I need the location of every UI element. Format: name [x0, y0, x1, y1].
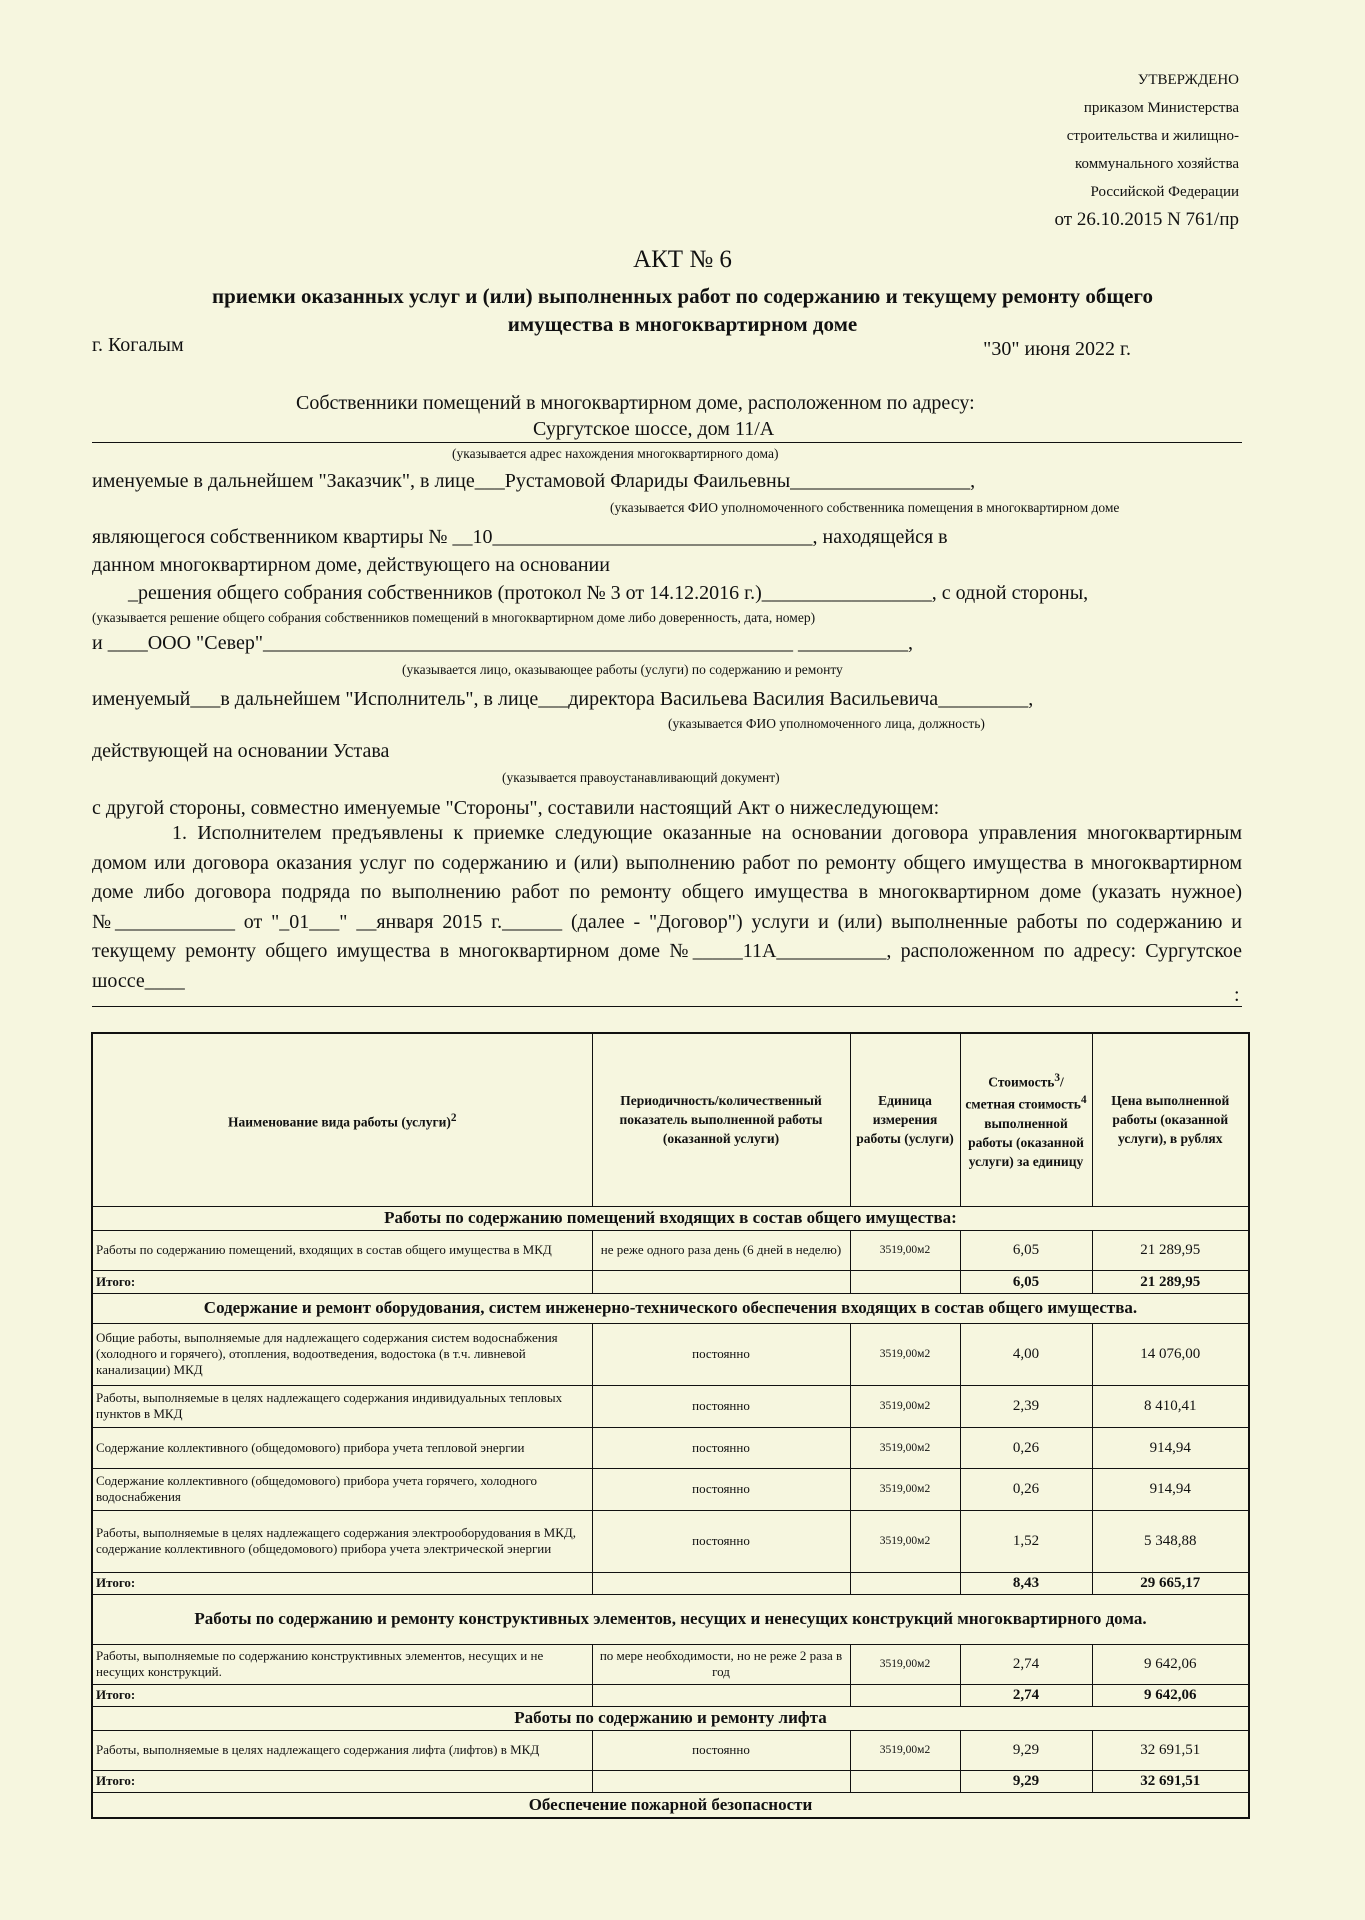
clause-1-text: 1. Исполнителем предъявлены к приемке следующие оказанные на основании договора управления многоквартирным домом или договора оказания услуг по содержанию и (или) выполнению работ по ремонту общего имущества в многоквартирном доме либо договора подряда по выполнению работ по ремонту общего имущества в многоквартирном доме (указать нужное) № [92, 822, 1242, 933]
contractor-hint: (указывается лицо, оказывающее работы (услуги) по содержанию и ремонту [402, 662, 843, 677]
colon: : [1234, 984, 1240, 1006]
customer-name: Рустамовой Флариды Фаильевны [504, 470, 791, 492]
approval-line: УТВЕРЖДЕНО [1137, 72, 1239, 88]
total-row: Итого: 9,29 32 691,51 [92, 1770, 1249, 1792]
total-row: Итого: 6,05 21 289,95 [92, 1270, 1249, 1293]
header-periodicity: Периодичность/количественный показатель выполненной работы (оказанной услуги) [592, 1033, 850, 1206]
customer-prefix: именуемые в дальнейшем "Заказчик", в лице [92, 470, 475, 492]
executor-prefix: именуемый [92, 688, 191, 710]
approval-line: строительства и жилищно- [1066, 128, 1239, 144]
table-row [92, 1230, 1249, 1270]
header-cost: Стоимость$^3$/сметная стоимость$^4$ выполненной работы (оказанной услуги) за единицу [960, 1033, 1092, 1206]
table-row: Общие работы, выполняемые для надлежащего содержания систем водоснабжения (холодного и горячего), отопления, водоотведения, водостока (в т.ч. ливневой канализации) МКД постоянно 3519,00м2 4,00 14 076,00 [92, 1323, 1249, 1385]
city: г. Когалым [92, 334, 184, 356]
owner-prefix: являющегося собственником квартиры № [92, 526, 448, 548]
basis-line: данном многоквартирном доме, действующего на основании [92, 554, 610, 576]
contract-day: 01 [289, 910, 310, 933]
section-row: Обеспечение пожарной безопасности [92, 1792, 1249, 1818]
and-label: и [92, 632, 103, 654]
contractor-line: и ____ООО "Север"_____________________________________________________ ___________, [92, 632, 914, 654]
table-row: Содержание коллективного (общедомового) прибора учета горячего, холодного водоснабжения постоянно 3519,00м2 0,26 914,94 [92, 1468, 1249, 1510]
section-row: Работы по содержанию помещений входящих в состав общего имущества: [92, 1206, 1249, 1230]
table-row: Работы, выполняемые в целях надлежащего содержания электрооборудования в МКД, содержание коллективного (общедомового) прибора учета электрической энергии постоянно 3519,00м2 1,52 5 348,88 [92, 1510, 1249, 1572]
work-unit: 3519,00м2 [850, 1230, 960, 1270]
section-row: Работы по содержанию и ремонту лифта [92, 1706, 1249, 1730]
house-number: 11А [742, 940, 777, 962]
acting-line: действующей на основании Устава [92, 740, 390, 762]
acting-hint: (указывается правоустанавливающий документ) [502, 770, 780, 785]
contractor-name: ООО "Север" [147, 632, 264, 654]
house-street: Сургутское шоссе [92, 940, 1243, 992]
header-unit: Единица измерения работы (услуги) [850, 1033, 960, 1206]
customer-hint: (указывается ФИО уполномоченного собственника помещения в многоквартирном доме [610, 500, 1120, 515]
clause-1-tail: (далее - "Договор") услуги и (или) выполненные работы по содержанию и текущему ремонту общего имущества в многоквартирном доме [92, 910, 1242, 962]
executor-line: именуемый___в дальнейшем "Исполнитель", в лице___директора Васильева Василия Васильевича_________, [92, 688, 1034, 710]
executor-name: директора Васильева Василия Васильевича [568, 688, 939, 710]
executor-hint: (указывается ФИО уполномоченного лица, должность) [668, 716, 985, 731]
section-row: Работы по содержанию и ремонту конструктивных элементов, несущих и ненесущих конструкций многоквартирного дома. [92, 1594, 1249, 1644]
table-row: Работы, выполняемые в целях надлежащего содержания индивидуальных тепловых пунктов в МКД постоянно 3519,00м2 2,39 8 410,41 [92, 1385, 1249, 1427]
address-rule [92, 442, 1242, 443]
basis-hint: (указывается решение общего собрания собственников помещений в многоквартирном доме либо доверенность, дата, номер) [92, 610, 816, 625]
act-subtitle [0, 282, 1365, 338]
customer-line: именуемые в дальнейшем "Заказчик", в лице___Рустамовой Флариды Фаильевны__________________, [92, 470, 976, 492]
basis-suffix: , с одной стороны, [931, 582, 1089, 604]
owners-line: Собственники помещений в многоквартирном доме, расположенном по адресу: [296, 392, 975, 414]
total-row: Итого: 2,74 9 642,06 [92, 1684, 1249, 1706]
approval-line: приказом Министерства [1083, 100, 1239, 116]
act-title: АКТ № 6 [633, 246, 732, 273]
act-subtitle-line1: приемки оказанных услуг и (или) выполненных работ по содержанию и текущему ремонту общего [212, 284, 1153, 308]
apartment-number: 10 [472, 526, 493, 548]
work-periodicity: не реже одного раза день (6 дней в неделю) [592, 1230, 850, 1270]
header-name: Наименование вида работы (услуги)$^2$ [92, 1033, 592, 1206]
works-table [91, 1032, 1250, 1819]
table-row: Содержание коллективного (общедомового) прибора учета тепловой энергии постоянно 3519,00м2 0,26 914,94 [92, 1427, 1249, 1468]
address-value: Сургутское шоссе, дом 11/А [533, 418, 775, 440]
header-price: Цена выполненной работы (оказанной услуги), в рублях [1092, 1033, 1249, 1206]
approval-line: Российской Федерации [1090, 184, 1239, 200]
work-cost: 6,05 [960, 1230, 1092, 1270]
table-header [92, 1033, 1249, 1206]
total-row: Итого: 8,43 29 665,17 [92, 1572, 1249, 1594]
act-subtitle-line2: имущества в многоквартирном доме [507, 312, 858, 336]
work-price: 21 289,95 [1092, 1230, 1249, 1270]
executor-mid: в дальнейшем "Исполнитель", в лице [220, 688, 539, 710]
owner-suffix: , находящейся в [812, 526, 948, 548]
basis-decision: решения общего собрания собственников (протокол № 3 от 14.12.2016 г.) [138, 582, 762, 604]
address-hint: (указывается адрес нахождения многоквартирного дома) [452, 446, 779, 461]
address-rule-2 [92, 1006, 1242, 1007]
act-date: "30" июня 2022 г. [983, 338, 1131, 360]
work-name: Работы по содержанию помещений, входящих в состав общего имущества в МКД [92, 1230, 592, 1270]
clause-1: 1. Исполнителем предъявлены к приемке следующие оказанные на основании договора управления многоквартирным домом или договора оказания услуг по содержанию и (или) выполнению работ по ремонту общего имущества в многоквартирном доме либо договора подряда по выполнению работ по ремонту общего имущества в многоквартирном доме (указать нужное) №____________ от "_01___" __января 2015 г.______ (далее - "Договор") услуги и (или) выполненные работы по содержанию и текущему ремонту общего имущества в многоквартирном доме №_____11А___________, расположенном по адресу: Сургутское шоссе____ [92, 822, 1243, 992]
table-row: Работы, выполняемые в целях надлежащего содержания лифта (лифтов) в МКД постоянно 3519,00м2 9,29 32 691,51 [92, 1730, 1249, 1770]
basis-decision-line: _решения общего собрания собственников (протокол № 3 от 14.12.2016 г.)_________________, с одной стороны, [128, 582, 1089, 604]
approval-line: коммунального хозяйства [1075, 156, 1239, 172]
contract-month: января 2015 г. [376, 910, 503, 933]
owner-line: являющегося собственником квартиры № __10________________________________, находящейся в [92, 526, 948, 548]
approval-order: от 26.10.2015 N 761/пр [1054, 209, 1239, 230]
parties-line: с другой стороны, совместно именуемые "Стороны", составили настоящий Акт о нижеследующем: [92, 797, 940, 819]
table-row: Работы, выполняемые по содержанию конструктивных элементов, несущих и не несущих конструкций. по мере необходимости, но не реже 2 раза в год 3519,00м2 2,74 9 642,06 [92, 1644, 1249, 1684]
section-row: Содержание и ремонт оборудования, систем инженерно-технического обеспечения входящих в состав общего имущества. [92, 1293, 1249, 1323]
approval-block [1055, 66, 1239, 234]
